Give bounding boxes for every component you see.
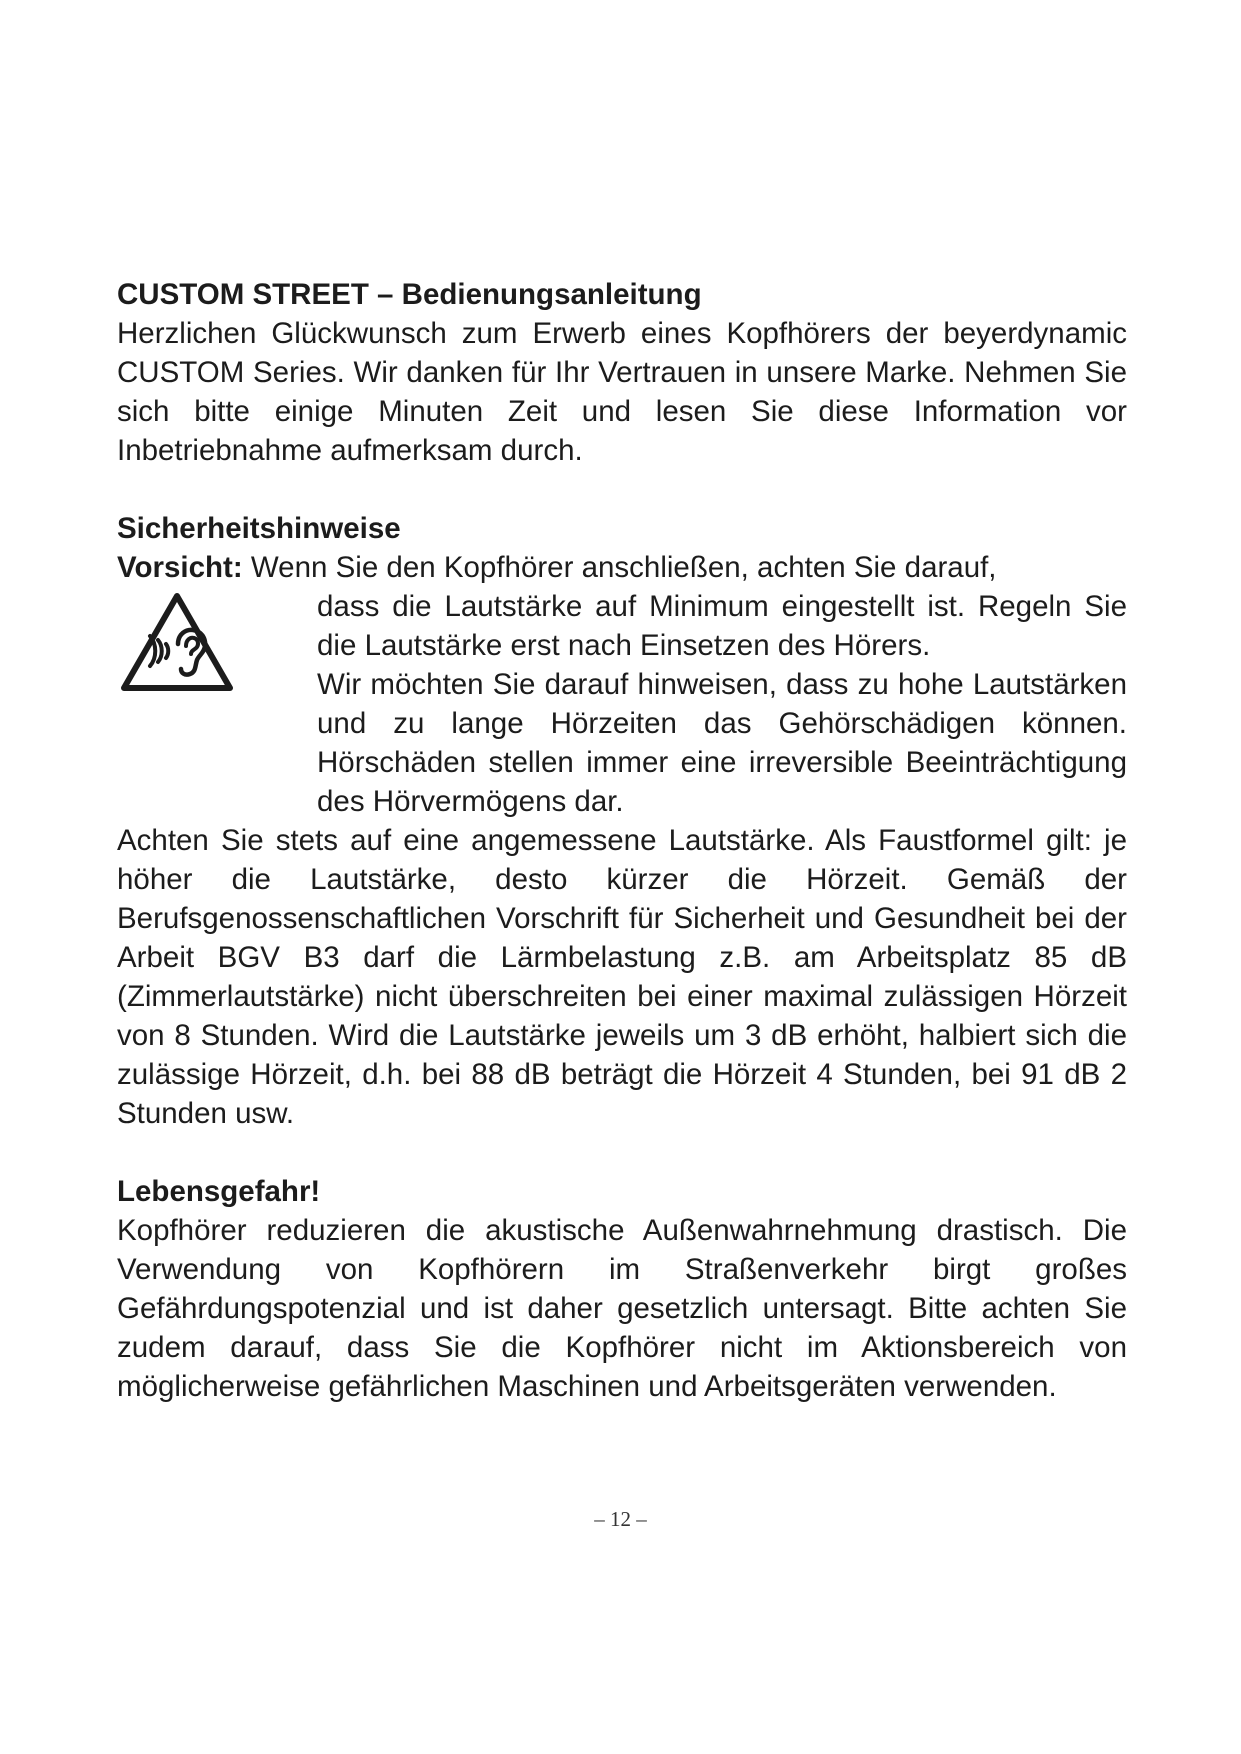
hearing-damage-warning-icon [120, 592, 234, 692]
safety-heading: Sicherheitshinweise [117, 512, 401, 545]
caution-first-text: Wenn Sie den Kopfhörer anschließen, achten Sie darauf, [250, 551, 997, 584]
caution-label: Vorsicht: [117, 551, 243, 584]
danger-heading: Lebensgefahr! [117, 1175, 321, 1208]
intro-paragraph: Herzlichen Glückwunsch zum Erwerb eines Kopfhörers der beyerdynamic CUSTOM Series. Wir danken für Ihr Vertrauen in unsere Marke. Nehmen Sie sich bitte einige Minuten Zeit und lesen Sie diese Information vor Inbetriebnahme aufmerksam durch. [117, 317, 1127, 467]
document-title: CUSTOM STREET – Bedienungsanleitung [117, 278, 702, 311]
caution-warning-text: Wir möchten Sie darauf hinweisen, dass zu hohe Lautstärken und zu lange Hörzeiten das Gehörschädigen können. Hörschäden stellen immer eine irreversible Beeinträchtigung des Hörvermögens dar. [317, 668, 1127, 818]
caution-block [117, 587, 1127, 821]
spacer [117, 1133, 1127, 1172]
caution-line [117, 548, 1127, 587]
safety-body-paragraph: Achten Sie stets auf eine angemessene Lautstärke. Als Faustformel gilt: je höher die Lautstärke, desto kürzer die Hörzeit. Gemäß der Berufsgenossenschaftlichen Vorschrift für Sicherheit und Gesundheit bei der Arbeit BGV B3 darf die Lärmbelastung z.B. am Arbeitsplatz 85 dB (Zimmerlautstärke) nicht überschreiten bei einer maximal zulässigen Hörzeit von 8 Stunden. Wird die Lautstärke jeweils um 3 dB erhöht, halbiert sich die zulässige Hörzeit, d.h. bei 88 dB beträgt die Hörzeit 4 Stunden, bei 91 dB 2 Stunden usw. [117, 824, 1127, 1130]
page-number: – 12 – [594, 1507, 647, 1531]
danger-body-paragraph: Kopfhörer reduzieren die akustische Außenwahrnehmung drastisch. Die Verwendung von Kopfhörern im Straßenverkehr birgt großes Gefährdungspotenzial und ist daher gesetzlich untersagt. Bitte achten Sie zudem darauf, dass Sie die Kopfhörer nicht im Aktionsbereich von möglicherweise gefährlichen Maschinen und Arbeitsgeräten verwenden. [117, 1214, 1127, 1403]
document-page [117, 275, 1127, 1406]
spacer [117, 470, 1127, 509]
caution-rest-text: dass die Lautstärke auf Minimum eingestellt ist. Regeln Sie die Lautstärke erst nach Einsetzen des Hörers. [317, 590, 1127, 662]
